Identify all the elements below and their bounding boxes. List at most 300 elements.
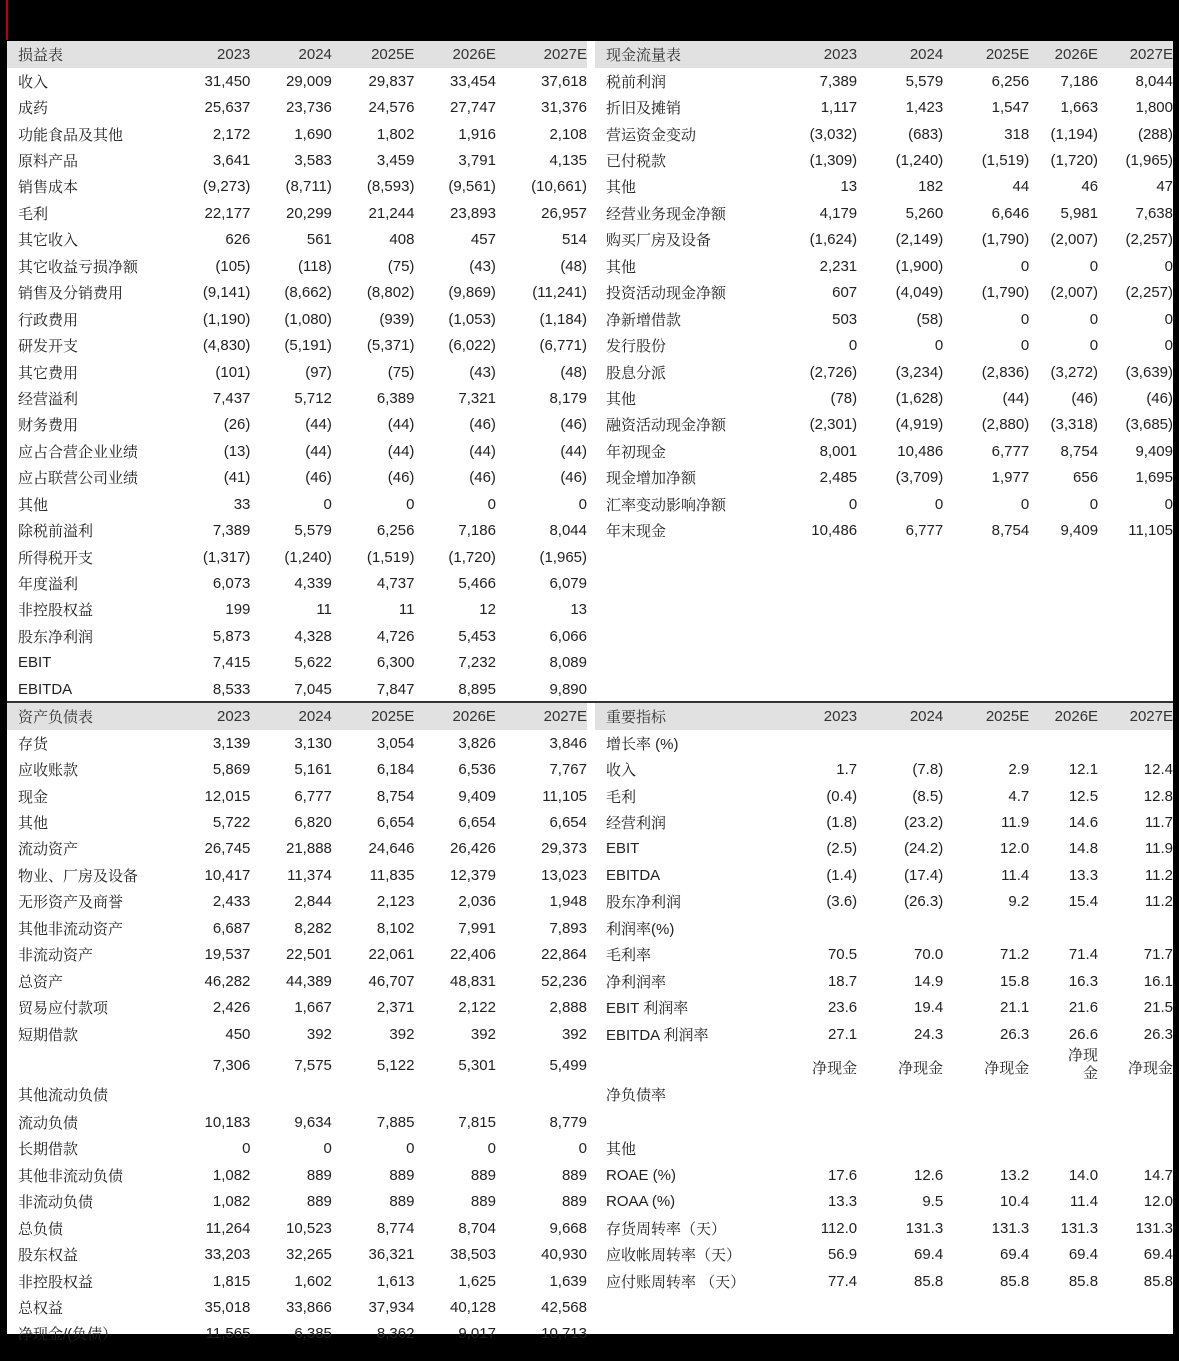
cell-value: 12.8: [1143, 787, 1173, 805]
row-label: 应收账款: [18, 762, 79, 780]
cell-value: 46,707: [368, 972, 415, 990]
cell-value: 5,873: [212, 627, 251, 645]
cell-value: 69.4: [1143, 1246, 1173, 1264]
cell-value: 32,265: [286, 1246, 332, 1264]
cell-value: (1,184): [539, 310, 587, 328]
cell-value: 5,981: [1060, 204, 1099, 222]
cell-value: (44): [387, 416, 415, 434]
cell-value: (46): [560, 469, 587, 487]
cell-value: 85.8: [1068, 1272, 1099, 1290]
key-metrics-panel: [595, 703, 1173, 1294]
cell-value: 29,837: [368, 72, 415, 90]
cell-value: 31,376: [541, 99, 587, 117]
row-label: 毛利率: [606, 947, 652, 965]
cell-value: 净现金: [984, 1060, 1030, 1078]
cell-value: 70.5: [827, 946, 858, 964]
cell-value: (1.4): [826, 866, 858, 884]
cell-value: 131.3: [991, 1219, 1030, 1237]
cell-value: (5,371): [366, 337, 415, 355]
row-label: EBITDA 利润率: [606, 1026, 709, 1044]
cell-value: 23,736: [286, 99, 332, 117]
row-label: 净现金/(负债）: [18, 1326, 118, 1344]
cell-value: 12.6: [913, 1166, 944, 1184]
cell-value: (10,661): [531, 178, 587, 196]
cell-value: (1,965): [539, 548, 587, 566]
cell-value: (3,032): [809, 125, 858, 143]
cell-value: 392: [470, 1025, 496, 1043]
year-header: 2024: [857, 703, 943, 730]
cell-value: 0: [1020, 495, 1030, 513]
table-row: [7, 783, 587, 809]
row-label: 现金增加净额: [606, 470, 697, 488]
cell-value: 1,667: [294, 999, 332, 1017]
table-row: [7, 306, 587, 332]
cell-value: 47: [1156, 178, 1173, 196]
table-row: [7, 1021, 587, 1047]
row-label: 总权益: [18, 1300, 64, 1318]
row-label: 非流动资产: [18, 947, 94, 965]
cell-value: 14.6: [1068, 814, 1099, 832]
cell-value: 22,501: [286, 946, 332, 964]
row-label: 流动负债: [18, 1114, 79, 1132]
row-label: 股东净利润: [18, 628, 94, 646]
cell-value: (1,190): [202, 310, 251, 328]
cell-value: 889: [389, 1166, 415, 1184]
cell-value: 6,256: [991, 72, 1030, 90]
cell-value: 5,161: [294, 761, 332, 779]
cell-value: 3,054: [376, 734, 415, 752]
cell-value: 889: [306, 1166, 332, 1184]
row-label: 收入: [18, 73, 49, 91]
cell-value: 21,244: [368, 204, 415, 222]
cell-value: (48): [560, 257, 587, 275]
cell-value: 26.3: [1143, 1025, 1173, 1043]
cell-value: 7,767: [549, 761, 587, 779]
cell-value: 7,415: [212, 654, 251, 672]
cell-value: (2,836): [981, 363, 1030, 381]
cell-value: 85.8: [913, 1272, 944, 1290]
cell-value: 14.8: [1068, 840, 1099, 858]
cell-value: 8,362: [376, 1325, 415, 1343]
cell-value: 9.5: [922, 1193, 944, 1211]
cell-value: 22,864: [541, 946, 587, 964]
table-row: [595, 1136, 1173, 1162]
year-header: 2023: [747, 703, 857, 730]
cell-value: [747, 1109, 857, 1135]
row-label: 应占联营公司业绩: [18, 470, 139, 488]
cell-value: 9,409: [458, 787, 496, 805]
table-row: [595, 147, 1173, 173]
cell-value: (3,234): [895, 363, 944, 381]
cell-value: 0: [578, 1140, 587, 1158]
cell-value: 26.3: [1000, 1025, 1030, 1043]
table-row: [595, 1021, 1173, 1047]
cell-value: 1,802: [376, 125, 415, 143]
cell-value: 5,712: [294, 389, 332, 407]
row-label: EBIT: [606, 840, 640, 858]
cash-flow-table: [595, 41, 1173, 544]
cell-value: 85.8: [1000, 1272, 1030, 1290]
row-label: 发行股份: [606, 338, 667, 356]
cell-value: (8,802): [366, 284, 415, 302]
cell-value: 14.0: [1068, 1166, 1099, 1184]
cell-value: 7,638: [1135, 204, 1173, 222]
cell-value: 6,820: [294, 814, 332, 832]
cell-value: 0: [934, 337, 944, 355]
cell-value: 24,576: [368, 99, 415, 117]
row-label: ROAA (%): [606, 1193, 676, 1211]
cell-value: 23,893: [450, 204, 496, 222]
table-row: [595, 862, 1173, 888]
cell-value: 7,575: [294, 1057, 332, 1075]
cell-value: 6,646: [991, 204, 1030, 222]
table-row: [7, 1162, 587, 1188]
cell-value: 3,791: [458, 152, 496, 170]
cell-value: 0: [934, 495, 944, 513]
cell-value: 2,485: [819, 469, 858, 487]
cell-value: 7,991: [458, 919, 496, 937]
cell-value: [1098, 1136, 1173, 1162]
row-label: 增长率 (%): [606, 735, 679, 753]
cell-value: (6,022): [448, 337, 496, 355]
row-label: 其他: [606, 390, 637, 408]
cell-value: 净现金: [812, 1060, 858, 1078]
table-row: [7, 68, 587, 94]
table-row: [7, 915, 587, 941]
cell-value: [943, 915, 1029, 941]
cell-value: 7,815: [458, 1113, 496, 1131]
cell-value: (6,771): [539, 337, 587, 355]
table-row: [7, 597, 587, 623]
cell-value: 净现金: [1127, 1060, 1173, 1078]
year-header: 2023: [747, 41, 857, 68]
cell-value: (46): [305, 469, 332, 487]
cell-value: (46): [469, 469, 496, 487]
table-row: [595, 942, 1173, 968]
cell-value: 2,172: [212, 125, 251, 143]
cell-value: 6,654: [376, 814, 415, 832]
cell-value: 3,846: [549, 734, 587, 752]
table-row: [595, 809, 1173, 835]
cell-value: 13.3: [827, 1193, 858, 1211]
cell-value: 1,800: [1135, 99, 1173, 117]
cell-value: 1,663: [1060, 99, 1099, 117]
row-label: 其他非流动负债: [18, 1167, 124, 1185]
income-statement-panel: [7, 41, 587, 703]
row-label: 已付税款: [606, 153, 667, 171]
cell-value: 21,888: [286, 840, 332, 858]
row-label: 毛利: [606, 788, 637, 806]
year-header: 2024: [250, 41, 331, 68]
cell-value: 11.2: [1144, 893, 1173, 911]
year-header: 2025E: [943, 41, 1029, 68]
cell-value: 5,722: [212, 814, 251, 832]
cell-value: 33,203: [204, 1246, 251, 1264]
cell-value: (5,191): [284, 337, 332, 355]
cell-value: 392: [389, 1025, 415, 1043]
cell-value: 15.8: [1000, 972, 1030, 990]
cell-value: 11,264: [205, 1219, 251, 1237]
cell-value: 1,815: [212, 1272, 251, 1290]
cell-value: (2,726): [809, 363, 858, 381]
row-label: 存货: [18, 735, 49, 753]
cell-value: [1029, 730, 1098, 756]
cell-value: 514: [561, 231, 587, 249]
cell-value: (46): [560, 416, 587, 434]
cell-value: (46): [469, 416, 496, 434]
cell-value: 9,409: [1135, 442, 1173, 460]
table-row: [595, 889, 1173, 915]
cell-value: 8,754: [991, 522, 1030, 540]
table-row: [595, 1215, 1173, 1241]
cell-value: [943, 1109, 1029, 1135]
cell-value: 1,977: [991, 469, 1030, 487]
cell-value: 5,579: [905, 72, 944, 90]
cell-value: 6,654: [458, 814, 496, 832]
table-row: [7, 1215, 587, 1241]
cell-value: 0: [1020, 257, 1030, 275]
cell-value: 2,231: [819, 257, 858, 275]
cell-value: 131.3: [905, 1219, 944, 1237]
cell-value: (683): [908, 125, 944, 143]
cell-value: 3,641: [212, 152, 251, 170]
cell-value: 561: [306, 231, 332, 249]
cell-value: (78): [830, 389, 858, 407]
table-row: [7, 676, 587, 702]
cell-value: 7,389: [212, 522, 251, 540]
cell-value: 38,503: [450, 1246, 496, 1264]
row-label: 经营业务现金净额: [606, 205, 727, 223]
table-row: [7, 227, 587, 253]
cell-value: (1,790): [981, 284, 1030, 302]
cell-value: 12.4: [1143, 761, 1173, 779]
table-row: [7, 94, 587, 120]
cell-value: 626: [225, 231, 251, 249]
cell-value: 889: [561, 1193, 587, 1211]
table-row: [7, 1241, 587, 1267]
row-label: 净利润率: [606, 973, 667, 991]
row-label: 年末现金: [606, 523, 667, 541]
cell-value: 6,066: [549, 627, 587, 645]
cell-value: 24,646: [368, 840, 415, 858]
cell-value: (3.6): [826, 893, 858, 911]
year-header: 2027E: [1098, 41, 1173, 68]
cell-value: 1,117: [820, 99, 858, 117]
cell-value: [1029, 1109, 1098, 1135]
cell-value: 7,893: [549, 919, 587, 937]
table-row: [595, 359, 1173, 385]
cell-value: (1,790): [981, 231, 1030, 249]
cell-value: 12.0: [1143, 1193, 1173, 1211]
cell-value: 11.9: [1144, 840, 1173, 858]
table-row: [595, 385, 1173, 411]
cell-value: 0: [1089, 257, 1099, 275]
cell-value: (2,301): [809, 416, 858, 434]
cell-value: 8,179: [549, 389, 587, 407]
row-label: 应占合营企业业绩: [18, 443, 139, 461]
accent-red-line: [6, 0, 8, 40]
cell-value: 318: [1004, 125, 1030, 143]
cell-value: 450: [225, 1025, 251, 1043]
table-row: [7, 1047, 587, 1109]
table-row: [7, 412, 587, 438]
table-row: [595, 783, 1173, 809]
year-header: 2024: [857, 41, 943, 68]
table-row: [7, 1321, 587, 1347]
table-row: [7, 994, 587, 1020]
table-row: [7, 280, 587, 306]
year-header: 2026E: [414, 703, 495, 730]
table-row: [7, 942, 587, 968]
cell-value: (1,624): [809, 231, 858, 249]
table-row: [7, 465, 587, 491]
cell-value: (3,709): [895, 469, 944, 487]
cell-value: 8,089: [549, 654, 587, 672]
cell-value: (1,053): [448, 310, 496, 328]
cell-value: [1098, 730, 1173, 756]
cell-value: 0: [406, 1140, 415, 1158]
row-label: 原料产品: [18, 153, 79, 171]
table-header-row: [7, 703, 587, 730]
cell-value: 48,831: [450, 972, 496, 990]
section-title: 损益表: [7, 41, 166, 68]
cell-value: 889: [561, 1166, 587, 1184]
cell-value: 0: [1089, 495, 1099, 513]
table-row: [595, 200, 1173, 226]
cell-value: 7,232: [458, 654, 496, 672]
cell-value: 40,930: [541, 1246, 587, 1264]
cell-value: (4,919): [895, 416, 944, 434]
cell-value: (9,869): [448, 284, 496, 302]
cell-value: 182: [918, 178, 944, 196]
cell-value: 3,139: [212, 734, 251, 752]
cell-value: 11,565: [205, 1325, 251, 1343]
cell-value: 56.9: [827, 1246, 858, 1264]
table-header-row: [595, 703, 1173, 730]
cell-value: 3,130: [294, 734, 332, 752]
year-header: 2023: [166, 703, 251, 730]
cell-value: 26,745: [204, 840, 251, 858]
cell-value: 0: [578, 495, 587, 513]
cell-value: (75): [387, 257, 415, 275]
row-label: 总负债: [18, 1220, 64, 1238]
cell-value: (1,965): [1125, 152, 1173, 170]
cell-value: 457: [470, 231, 496, 249]
cell-value: (9,561): [448, 178, 496, 196]
cell-value: 3,826: [458, 734, 496, 752]
cell-value: 6,777: [294, 787, 332, 805]
cell-value: 11: [398, 601, 415, 619]
cell-value: 6,654: [549, 814, 587, 832]
cell-value: 0: [1164, 257, 1173, 275]
row-label: 所得税开支: [18, 549, 94, 567]
year-header: 2027E: [496, 41, 587, 68]
cell-value: 12.1: [1068, 761, 1099, 779]
cell-value: 15.4: [1068, 893, 1099, 911]
row-label: 汇率变动影响净额: [606, 496, 727, 514]
cell-value: [747, 730, 857, 756]
cell-value: 14.7: [1143, 1166, 1173, 1184]
cell-value: (1,519): [366, 548, 415, 566]
cell-value: 1,625: [458, 1272, 496, 1290]
cell-value: (1,519): [981, 152, 1030, 170]
year-header: 2025E: [943, 703, 1029, 730]
table-row: [7, 756, 587, 782]
cell-value: (97): [305, 363, 332, 381]
row-label: 购买厂房及设备: [606, 232, 712, 250]
cell-value: (1,720): [448, 548, 496, 566]
table-row: [595, 517, 1173, 543]
year-header: 2026E: [414, 41, 495, 68]
table-row: [7, 174, 587, 200]
cell-value: 1,082: [212, 1193, 251, 1211]
balance-sheet-panel: [7, 703, 587, 1347]
cell-value: 13.3: [1068, 866, 1099, 884]
table-row: [595, 306, 1173, 332]
year-header: 2026E: [1029, 41, 1098, 68]
cell-value: 1,082: [212, 1166, 251, 1184]
cell-value: 12.0: [1000, 840, 1030, 858]
cell-value: 16.1: [1143, 972, 1173, 990]
cell-value: 22,061: [368, 946, 415, 964]
cell-value: 0: [848, 337, 858, 355]
row-label: 投资活动现金净额: [606, 285, 727, 303]
table-row: [7, 121, 587, 147]
table-row: [595, 174, 1173, 200]
row-label: 营运资金变动: [606, 126, 697, 144]
cell-value: (2.5): [826, 840, 858, 858]
cell-value: 8,704: [458, 1219, 496, 1237]
table-row: [595, 1189, 1173, 1215]
cell-value: (48): [560, 363, 587, 381]
table-row: [7, 1268, 587, 1294]
cell-value: 11.7: [1144, 814, 1173, 832]
row-label: 除税前溢利: [18, 523, 94, 541]
cell-value: (26): [223, 416, 251, 434]
cell-value: 33,454: [450, 72, 496, 90]
cell-value: (288): [1137, 125, 1173, 143]
year-header: 2025E: [332, 41, 415, 68]
cell-value: [857, 1136, 943, 1162]
table-row: [595, 438, 1173, 464]
cell-value: 52,236: [541, 972, 587, 990]
table-row: [595, 491, 1173, 517]
cell-value: (1,317): [202, 548, 251, 566]
cell-value: 7,437: [212, 389, 251, 407]
cell-value: 18.7: [827, 972, 858, 990]
row-label: 非控股权益: [18, 602, 94, 620]
row-label: 其他: [18, 496, 49, 514]
cell-value: (9,141): [202, 284, 251, 302]
cell-value: (44): [469, 442, 496, 460]
row-label: EBIT 利润率: [606, 1000, 689, 1018]
row-label: 收入: [606, 762, 637, 780]
cell-value: (1.8): [826, 814, 858, 832]
cell-value: (24.2): [904, 840, 944, 858]
cell-value: (46): [1146, 389, 1173, 407]
cell-value: 8,774: [376, 1219, 415, 1237]
cell-value: 31,450: [204, 72, 251, 90]
cell-value: 27,747: [450, 99, 496, 117]
cell-value: 4,135: [549, 152, 587, 170]
cell-value: 7,389: [819, 72, 858, 90]
cell-value: (17.4): [904, 866, 944, 884]
row-label: 销售及分销费用: [18, 285, 124, 303]
cell-value: (8,711): [285, 178, 332, 196]
cell-value: 1,547: [991, 99, 1030, 117]
row-label: 其它收益亏损净额: [18, 258, 139, 276]
cell-value: [1029, 1136, 1098, 1162]
